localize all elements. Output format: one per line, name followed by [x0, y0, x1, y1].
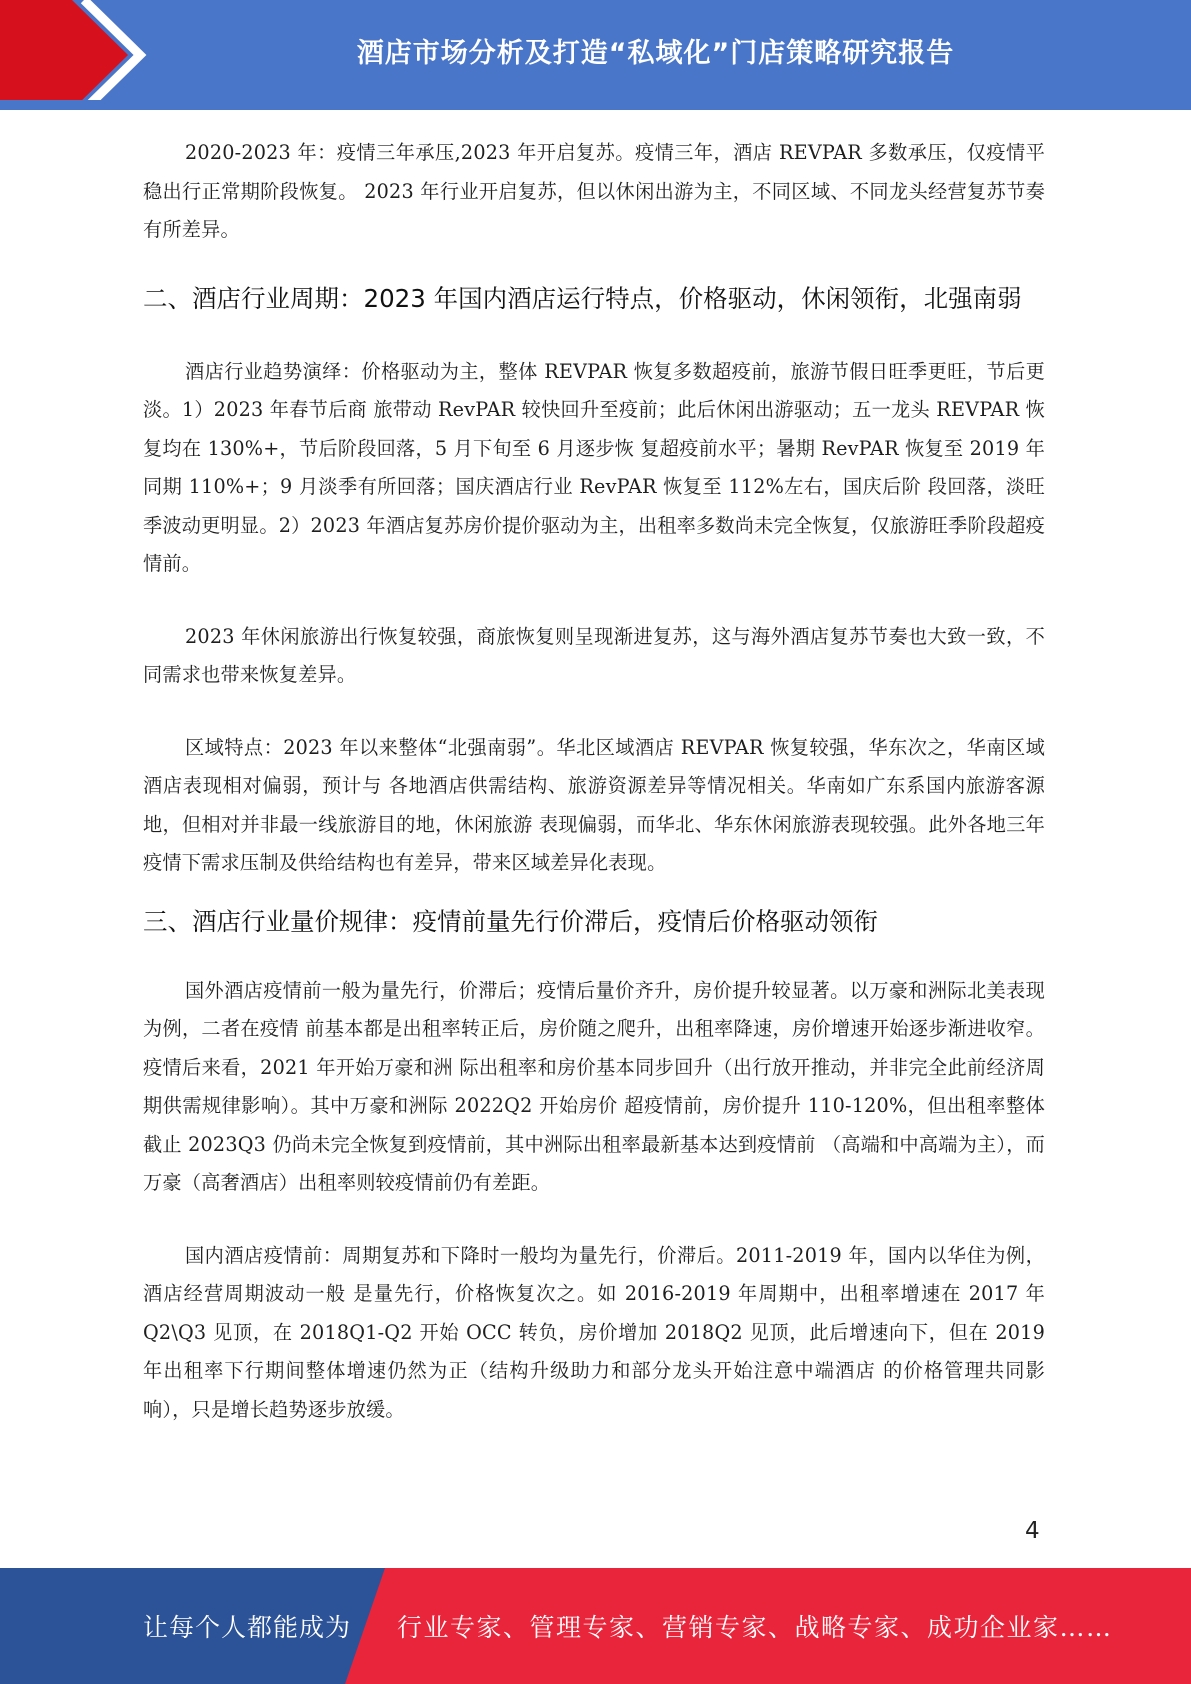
paragraph-regional-features: 区域特点：2023 年以来整体“北强南弱”。华北区域酒店 REVPAR 恢复较强，华东次之，华南区域酒店表现相对偏弱，预计与 各地酒店供需结构、旅游资源差异等情况相关。华南如广东系国内旅游客源地，但相对并非最一线旅游目的地，休闲旅游 表现偏弱，而华北、华东休闲旅游表现较强。此外各地三年疫情下需求压制及供给结构也有差异，带来区域差异化表现。 — [143, 735, 1045, 874]
paragraph-recovery-overview: 2020-2023 年：疫情三年承压,2023 年开启复苏。疫情三年，酒店 REVPAR 多数承压，仅疫情平稳出行正常期阶段恢复。 2023 年行业开启复苏，但以休闲出游为主，不同区域、不同龙头经营复苏节奏有所差异。 — [143, 141, 1045, 241]
page-footer — [0, 1568, 1191, 1684]
report-title: 酒店市场分析及打造“私域化”门店策略研究报告 — [356, 37, 955, 69]
section-heading-volume-price: 三、酒店行业量价规律：疫情前量先行价滞后，疫情后价格驱动领衔 — [143, 906, 878, 936]
section-heading-hotel-cycle: 二、酒店行业周期：2023 年国内酒店运行特点，价格驱动，休闲领衔，北强南弱 — [143, 283, 1022, 313]
paragraph-industry-trend: 酒店行业趋势演绎：价格驱动为主，整体 REVPAR 恢复多数超疫前，旅游节假日旺季更旺，节后更淡。1）2023 年春节后商 旅带动 RevPAR 较快回升至疫前；此后休闲出游驱动；五一龙头 REVPAR 恢复均在 130%+，节后阶段回落，5 月下旬至 6 月逐步恢 复超疫前水平；暑期 RevPAR 恢复至 2019 年同期 110%+；9 月淡季有所回落；国庆酒店行业 RevPAR 恢复至 112%左右，国庆后阶 段回落，淡旺季波动更明显。2）2023 年酒店复苏房价提价驱动为主，出租率多数尚未完全恢复，仅旅游旺季阶段超疫情前。 — [143, 359, 1045, 575]
footer-slogan-left: 让每个人都能成为 — [143, 1613, 352, 1642]
paragraph-domestic-hotels: 国内酒店疫情前：周期复苏和下降时一般均为量先行，价滞后。2011-2019 年，国内以华住为例，酒店经营周期波动一般 是量先行，价格恢复次之。如 2016-2019 年周期中，出租率增速在 2017 年 Q2\Q3 见顶，在 2018Q1-Q2 开始 OCC 转负，房价增加 2018Q2 见顶，此后增速向下，但在 2019 年出租率下行期间整体增速仍然为正（结构升级助力和部分龙头开始注意中端酒店 的价格管理共同影响），只是增长趋势逐步放缓。 — [143, 1243, 1045, 1421]
page-header — [0, 0, 1191, 110]
page-number: 4 — [1025, 1518, 1040, 1544]
paragraph-leisure-travel: 2023 年休闲旅游出行恢复较强，商旅恢复则呈现渐进复苏，这与海外酒店复苏节奏也大致一致，不同需求也带来恢复差异。 — [143, 624, 1045, 686]
footer-slogan-right: 行业专家、管理专家、营销专家、战略专家、成功企业家…… — [397, 1613, 1113, 1642]
document-body — [143, 134, 1045, 1429]
paragraph-overseas-hotels: 国外酒店疫情前一般为量先行，价滞后；疫情后量价齐升，房价提升较显著。以万豪和洲际北美表现为例，二者在疫情 前基本都是出租率转正后，房价随之爬升，出租率降速，房价增速开始逐步渐进收窄。疫情后来看，2021 年开始万豪和洲 际出租率和房价基本同步回升（出行放开推动，并非完全此前经济周期供需规律影响）。其中万豪和洲际 2022Q2 开始房价 超疫情前，房价提升 110-120%，但出租率整体截止 2023Q3 仍尚未完全恢复到疫情前，其中洲际出租率最新基本达到疫情前 （高端和中高端为主），而万豪（高奢酒店）出租率则较疫情前仍有差距。 — [143, 978, 1045, 1194]
